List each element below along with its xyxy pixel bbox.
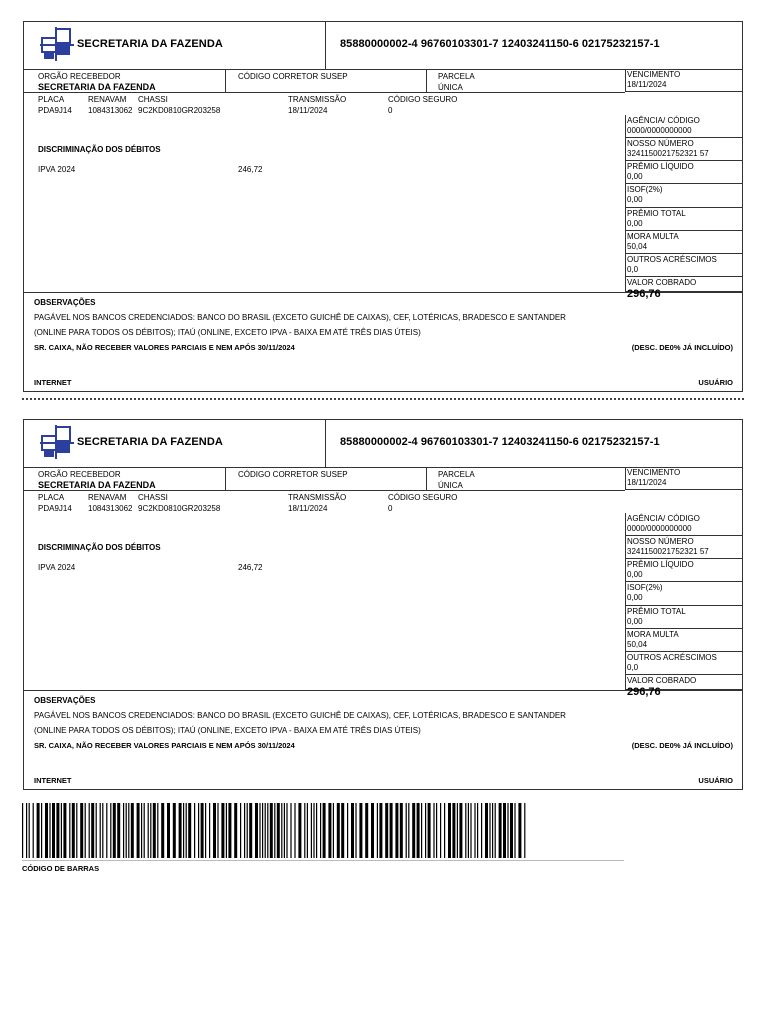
barcode-divider	[22, 860, 624, 861]
summary-field-value: 0,0	[627, 663, 639, 672]
agency-logo-icon	[40, 425, 74, 459]
summary-field-label: NOSSO NÚMERO	[627, 139, 694, 148]
corretor-label: CÓDIGO CORRETOR SUSEP	[238, 470, 348, 479]
codigo-seguro-label: CÓDIGO SEGURO	[388, 493, 458, 502]
summary-field-value: 296,76	[627, 686, 661, 698]
transmissao-label: TRANSMISSÃO	[288, 95, 347, 104]
summary-field	[625, 652, 742, 675]
codigo-seguro-value: 0	[388, 504, 393, 513]
placa-value: PDA9J14	[38, 106, 72, 115]
summary-field	[625, 675, 742, 698]
summary-field	[625, 559, 742, 582]
agency-logo-icon	[40, 27, 74, 61]
summary-field-value: 0000/0000000000	[627, 524, 692, 533]
transmissao-value: 18/11/2024	[288, 504, 328, 513]
placa-value: PDA9J14	[38, 504, 72, 513]
debit-item: IPVA 2024	[38, 563, 76, 572]
digitable-line: 85880000002-4 96760103301-7 12403241150-6 02175232157-1	[340, 38, 660, 50]
parcela-value: ÚNICA	[438, 481, 463, 490]
summary-field-label: VALOR COBRADO	[627, 676, 697, 685]
summary-field-value: 0,00	[627, 172, 643, 181]
renavam-value: 1084313062	[88, 106, 133, 115]
summary-field-label: VENCIMENTO	[627, 70, 681, 79]
debit-value: 246,72	[238, 563, 263, 572]
digitable-line: 85880000002-4 96760103301-7 12403241150-6 02175232157-1	[340, 436, 660, 448]
chassi-value: 9C2KD0810GR203258	[138, 504, 221, 513]
orgao-value: SECRETARIA DA FAZENDA	[38, 480, 156, 490]
chassi-label: CHASSI	[138, 95, 168, 104]
summary-field	[625, 606, 742, 629]
placa-label: PLACA	[38, 493, 65, 502]
internet-label: INTERNET	[34, 378, 72, 387]
payment-slip-customer-copy	[23, 419, 743, 790]
summary-field	[625, 467, 742, 490]
summary-field-value: 18/11/2024	[627, 80, 667, 89]
summary-field-label: PRÊMIO LÍQUIDO	[627, 162, 694, 171]
summary-field-value: 0,00	[627, 219, 643, 228]
parcela-label: PARCELA	[438, 470, 475, 479]
summary-field-value: 0,00	[627, 570, 643, 579]
usuario-label: USUÁRIO	[698, 378, 733, 387]
summary-field	[625, 536, 742, 559]
summary-field-value: 50,04	[627, 242, 648, 251]
corretor-label: CÓDIGO CORRETOR SUSEP	[238, 72, 348, 81]
orgao-label: ORGÃO RECEBEDOR	[38, 470, 121, 479]
payment-slip-bank-copy	[23, 21, 743, 392]
summary-field-value: 50,04	[627, 640, 648, 649]
observacoes-line-1: PAGÁVEL NOS BANCOS CREDENCIADOS: BANCO DO BRASIL (EXCETO GUICHÊ DE CAIXAS), CEF, LOTÉRICAS, BRADESCO E SANTANDER	[34, 313, 566, 322]
usuario-label: USUÁRIO	[698, 776, 733, 785]
chassi-value: 9C2KD0810GR203258	[138, 106, 221, 115]
observacoes-line-2: (ONLINE PARA TODOS OS DÉBITOS); ITAÚ (ONLINE, EXCETO IPVA - BAIXA EM ATÉ TRÊS DIAS ÚTEIS)	[34, 328, 421, 337]
summary-field-label: PRÊMIO TOTAL	[627, 209, 686, 218]
barcode-label: CÓDIGO DE BARRAS	[22, 864, 100, 873]
parcela-value: ÚNICA	[438, 83, 463, 92]
discount-note: (DESC. DE0% JÁ INCLUÍDO)	[631, 741, 733, 750]
slip-header	[24, 420, 742, 468]
barcode-image	[22, 803, 527, 858]
summary-field-value: 18/11/2024	[627, 478, 667, 487]
summary-field-label: AGÊNCIA/ CÓDIGO	[627, 514, 700, 523]
summary-field-value: 0,0	[627, 265, 639, 274]
cashier-warning: SR. CAIXA, NÃO RECEBER VALORES PARCIAIS E NEM APÓS 30/11/2024	[34, 741, 295, 750]
discriminacao-label: DISCRIMINAÇÃO DOS DÉBITOS	[38, 145, 161, 154]
summary-field-value: 3241150021752321 57	[627, 149, 709, 158]
transmissao-value: 18/11/2024	[288, 106, 328, 115]
observacoes-title: OBSERVAÇÕES	[34, 298, 96, 307]
summary-field-label: OUTROS ACRÉSCIMOS	[627, 653, 717, 662]
summary-field	[625, 115, 742, 138]
renavam-label: RENAVAM	[88, 95, 127, 104]
renavam-label: RENAVAM	[88, 493, 127, 502]
summary-field	[625, 69, 742, 92]
cashier-warning: SR. CAIXA, NÃO RECEBER VALORES PARCIAIS E NEM APÓS 30/11/2024	[34, 343, 295, 352]
summary-field	[625, 513, 742, 536]
summary-field-label: MORA MULTA	[627, 232, 679, 241]
summary-field-label: VENCIMENTO	[627, 468, 681, 477]
observacoes-line-1: PAGÁVEL NOS BANCOS CREDENCIADOS: BANCO DO BRASIL (EXCETO GUICHÊ DE CAIXAS), CEF, LOTÉRICAS, BRADESCO E SANTANDER	[34, 711, 566, 720]
summary-field-value: 0,00	[627, 195, 643, 204]
orgao-label: ORGÃO RECEBEDOR	[38, 72, 121, 81]
summary-field-label: NOSSO NÚMERO	[627, 537, 694, 546]
summary-field-value: 0,00	[627, 593, 643, 602]
summary-field	[625, 582, 742, 606]
cut-line	[22, 398, 744, 400]
summary-field-label: ISOF(2%)	[627, 583, 663, 592]
summary-field-label: ISOF(2%)	[627, 185, 663, 194]
summary-field-value: 3241150021752321 57	[627, 547, 709, 556]
discriminacao-label: DISCRIMINAÇÃO DOS DÉBITOS	[38, 543, 161, 552]
summary-field-value: 0000/0000000000	[627, 126, 692, 135]
summary-field	[625, 231, 742, 254]
codigo-seguro-value: 0	[388, 106, 393, 115]
summary-field-label: MORA MULTA	[627, 630, 679, 639]
summary-field-label: VALOR COBRADO	[627, 278, 697, 287]
debit-value: 246,72	[238, 165, 263, 174]
summary-field-value: 296,76	[627, 288, 661, 300]
agency-title: SECRETARIA DA FAZENDA	[77, 436, 223, 448]
agency-title: SECRETARIA DA FAZENDA	[77, 38, 223, 50]
orgao-value: SECRETARIA DA FAZENDA	[38, 82, 156, 92]
summary-field	[625, 138, 742, 161]
summary-field	[625, 184, 742, 208]
summary-field	[625, 277, 742, 300]
observacoes-title: OBSERVAÇÕES	[34, 696, 96, 705]
codigo-seguro-label: CÓDIGO SEGURO	[388, 95, 458, 104]
slip-header	[24, 22, 742, 70]
parcela-label: PARCELA	[438, 72, 475, 81]
transmissao-label: TRANSMISSÃO	[288, 493, 347, 502]
discount-note: (DESC. DE0% JÁ INCLUÍDO)	[631, 343, 733, 352]
debit-item: IPVA 2024	[38, 165, 76, 174]
summary-field-label: AGÊNCIA/ CÓDIGO	[627, 116, 700, 125]
summary-field-label: PRÊMIO TOTAL	[627, 607, 686, 616]
summary-field-value: 0,00	[627, 617, 643, 626]
summary-field	[625, 254, 742, 277]
summary-field	[625, 161, 742, 184]
chassi-label: CHASSI	[138, 493, 168, 502]
summary-field-label: PRÊMIO LÍQUIDO	[627, 560, 694, 569]
internet-label: INTERNET	[34, 776, 72, 785]
summary-field	[625, 629, 742, 652]
placa-label: PLACA	[38, 95, 65, 104]
renavam-value: 1084313062	[88, 504, 133, 513]
observacoes-line-2: (ONLINE PARA TODOS OS DÉBITOS); ITAÚ (ONLINE, EXCETO IPVA - BAIXA EM ATÉ TRÊS DIAS ÚTEIS)	[34, 726, 421, 735]
summary-field-label: OUTROS ACRÉSCIMOS	[627, 255, 717, 264]
summary-field	[625, 208, 742, 231]
